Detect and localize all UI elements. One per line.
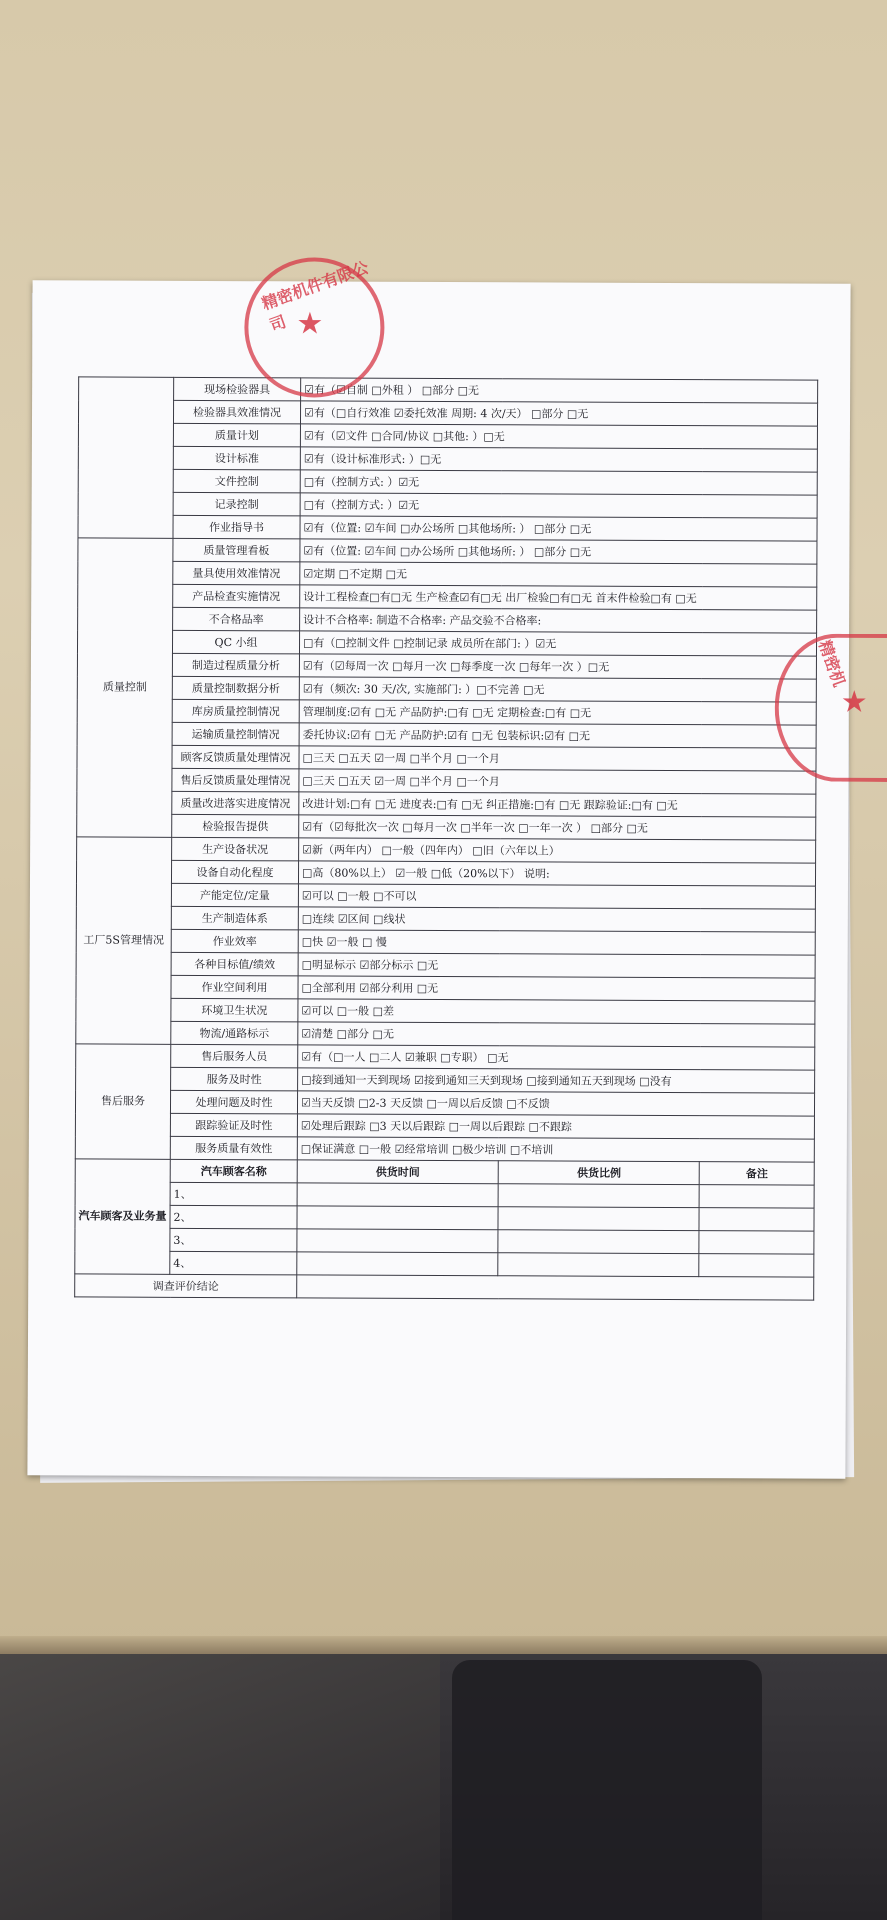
customer-column-header: 供货时间 <box>297 1160 498 1184</box>
form-row <box>78 446 817 472</box>
item-options: 设计工程检查□有□无 生产检查☑有□无 出厂检验□有□无 首末件检验□有 □无 <box>300 585 817 610</box>
item-label: 制造过程质量分析 <box>172 653 299 677</box>
item-options: 委托协议:☑有 □无 产品防护:☑有 □无 包装标识:☑有 □无 <box>299 723 816 748</box>
item-options: □明显标示 ☑部分标示 □无 <box>298 953 815 978</box>
conclusion-row <box>75 1274 814 1300</box>
customer-index: 4、 <box>170 1251 297 1275</box>
item-label: 质量改进落实进度情况 <box>172 791 299 815</box>
form-row <box>75 1090 814 1116</box>
item-label: 生产制造体系 <box>171 906 298 930</box>
item-label: 售后服务人员 <box>171 1044 298 1068</box>
form-row <box>76 1044 815 1070</box>
item-options: ☑可以 □一般 □差 <box>298 999 815 1024</box>
floor-light <box>0 1654 440 1920</box>
item-label: 不合格品率 <box>173 607 300 631</box>
item-label: 设备自动化程度 <box>171 860 298 884</box>
customer-cell <box>498 1253 699 1277</box>
seal-text-edge: 精密机 <box>814 637 850 690</box>
customer-row <box>75 1251 814 1277</box>
item-label: QC 小组 <box>172 630 299 654</box>
item-label: 服务及时性 <box>171 1067 298 1091</box>
item-label: 作业效率 <box>171 929 298 953</box>
company-seal-stamp <box>244 257 385 398</box>
form-row <box>78 400 817 426</box>
item-label: 售后反馈质量处理情况 <box>172 768 299 792</box>
item-label: 各种目标值/绩效 <box>171 952 298 976</box>
form-row <box>76 1067 815 1093</box>
item-options: ☑有（□自行效准 ☑委托效准 周期: 4 次/天） □部分 □无 <box>300 401 817 426</box>
form-row <box>75 1136 814 1162</box>
form-row <box>78 515 817 541</box>
item-label: 服务质量有效性 <box>170 1136 297 1160</box>
section-label <box>78 377 174 538</box>
item-options: ☑新（两年内） □一般（四年内） □旧（六年以上） <box>299 838 816 863</box>
item-options: ☑清楚 □部分 □无 <box>298 1022 815 1047</box>
form-row <box>78 584 817 610</box>
customer-column-header: 汽车顾客名称 <box>170 1159 297 1183</box>
form-row <box>78 538 817 564</box>
item-options: ☑有（☑文件 □合同/协议 □其他: ）□无 <box>300 424 817 449</box>
item-options: ☑有（位置: ☑车间 □办公场所 □其他场所: ） □部分 □无 <box>300 516 817 541</box>
item-options: □三天 □五天 ☑一周 □半个月 □一个月 <box>299 746 816 771</box>
item-label: 文件控制 <box>173 469 300 493</box>
item-label: 处理问题及时性 <box>170 1090 297 1114</box>
customer-index: 3、 <box>170 1228 297 1252</box>
item-options: ☑处理后跟踪 □3 天以后跟踪 □一周以后跟踪 □不跟踪 <box>297 1114 814 1139</box>
form-row <box>76 883 815 909</box>
item-label: 质量管理看板 <box>173 538 300 562</box>
form-row <box>77 630 816 656</box>
item-options: □快 ☑一般 □ 慢 <box>298 930 815 955</box>
form-row <box>77 837 816 863</box>
item-label: 检验器具效准情况 <box>173 400 300 424</box>
section-label: 质量控制 <box>77 538 173 837</box>
form-row <box>78 423 817 449</box>
item-options: □有（控制方式: ）☑无 <box>300 470 817 495</box>
customer-row <box>75 1205 814 1231</box>
item-label: 跟踪验证及时性 <box>170 1113 297 1137</box>
item-label: 现场检验器具 <box>174 377 301 401</box>
item-options: ☑有（☑自制 □外租 ） □部分 □无 <box>301 378 818 403</box>
item-label: 产能定位/定量 <box>171 883 298 907</box>
item-options: □高（80%以上） ☑一般 □低（20%以下） 说明: <box>298 861 815 886</box>
chair-shadow <box>452 1660 762 1920</box>
item-label: 质量计划 <box>173 423 300 447</box>
section-label: 工厂5S管理情况 <box>76 837 172 1044</box>
form-row <box>78 561 817 587</box>
form-row <box>75 1113 814 1139</box>
survey-table <box>74 376 818 1300</box>
item-label: 作业指导书 <box>173 515 300 539</box>
item-options: ☑有（位置: ☑车间 □办公场所 □其他场所: ） □部分 □无 <box>300 539 817 564</box>
seal-text: 精密机件有限公司 <box>259 257 372 336</box>
form-row <box>76 998 815 1024</box>
item-label: 物流/通路标示 <box>171 1021 298 1045</box>
desk-edge <box>0 1636 887 1654</box>
item-label: 作业空间利用 <box>171 975 298 999</box>
customer-cell <box>297 1206 498 1230</box>
form-row <box>78 607 817 633</box>
customer-column-header: 供货比例 <box>498 1161 699 1185</box>
item-options: □保证满意 □一般 ☑经常培训 □极少培训 □不培训 <box>297 1137 814 1162</box>
customer-cell <box>498 1230 699 1254</box>
item-label: 库房质量控制情况 <box>172 699 299 723</box>
customer-cell <box>498 1184 699 1208</box>
conclusion-value <box>297 1275 814 1300</box>
item-options: □连续 ☑区间 □线状 <box>298 907 815 932</box>
form-row <box>76 1021 815 1047</box>
form-row <box>77 791 816 817</box>
form-row <box>76 952 815 978</box>
form-row <box>77 768 816 794</box>
item-options: ☑当天反馈 □2-3 天反馈 □一周以后反馈 □不反馈 <box>297 1091 814 1116</box>
item-label: 产品检查实施情况 <box>173 584 300 608</box>
item-options: ☑定期 □不定期 □无 <box>300 562 817 587</box>
item-options: □三天 □五天 ☑一周 □半个月 □一个月 <box>299 769 816 794</box>
form-row <box>77 814 816 840</box>
form-row <box>77 745 816 771</box>
item-label: 顾客反馈质量处理情况 <box>172 745 299 769</box>
item-options: ☑有（□一人 □二人 ☑兼职 □专职） □无 <box>298 1045 815 1070</box>
section-label: 汽车顾客及业务量 <box>75 1159 171 1274</box>
customer-cell <box>297 1229 498 1253</box>
item-options: □接到通知一天到现场 ☑接到通知三天到现场 □接到通知五天到现场 □没有 <box>298 1068 815 1093</box>
item-label: 记录控制 <box>173 492 300 516</box>
item-label: 生产设备状况 <box>172 837 299 861</box>
customer-cell <box>699 1254 814 1278</box>
form-row <box>76 975 815 1001</box>
form-row <box>76 860 815 886</box>
customer-cell <box>699 1208 814 1231</box>
customer-row <box>75 1228 814 1254</box>
conclusion-label: 调查评价结论 <box>75 1274 297 1298</box>
item-label: 设计标准 <box>173 446 300 470</box>
form-row <box>77 722 816 748</box>
survey-form-sheet <box>27 257 868 1479</box>
item-label: 质量控制数据分析 <box>172 676 299 700</box>
item-label: 运输质量控制情况 <box>172 722 299 746</box>
item-label: 量具使用效准情况 <box>173 561 300 585</box>
form-row <box>77 676 816 702</box>
star-icon: ★ <box>840 684 868 720</box>
section-label: 售后服务 <box>75 1044 171 1159</box>
item-options: □全部利用 ☑部分利用 □无 <box>298 976 815 1001</box>
form-row <box>78 469 817 495</box>
form-row <box>78 492 817 518</box>
item-options: ☑可以 □一般 □不可以 <box>298 884 815 909</box>
customer-row <box>75 1182 814 1208</box>
form-row <box>77 653 816 679</box>
form-row <box>77 699 816 725</box>
item-options: ☑有（设计标准形式: ）□无 <box>300 447 817 472</box>
form-row <box>76 906 815 932</box>
item-options: 改进计划:□有 □无 进度表:□有 □无 纠正措施:□有 □无 跟踪验证:□有 □无 <box>299 792 816 817</box>
customer-cell <box>699 1231 814 1255</box>
item-label: 环境卫生状况 <box>171 998 298 1022</box>
customer-column-header: 备注 <box>700 1162 815 1185</box>
customer-index: 1、 <box>170 1182 297 1206</box>
customer-cell <box>297 1252 498 1276</box>
customer-cell <box>699 1185 814 1208</box>
item-options: ☑有（频次: 30 天/次, 实施部门: ）□不完善 □无 <box>299 677 816 702</box>
item-options: □有（控制方式: ）☑无 <box>300 493 817 518</box>
form-row <box>76 929 815 955</box>
star-icon: ★ <box>296 306 324 342</box>
customer-index: 2、 <box>170 1205 297 1229</box>
item-options: ☑有（☑每周一次 □每月一次 □每季度一次 □每年一次 ）□无 <box>299 654 816 679</box>
customer-header-row <box>75 1159 814 1185</box>
customer-cell <box>297 1183 498 1207</box>
form-row <box>79 377 818 403</box>
item-options: ☑有（☑每批次一次 □每月一次 □半年一次 □一年一次 ） □部分 □无 <box>299 815 816 840</box>
item-options: 管理制度:☑有 □无 产品防护:□有 □无 定期检查:□有 □无 <box>299 700 816 725</box>
item-options: □有（□控制文件 □控制记录 成员所在部门: ）☑无 <box>299 631 816 656</box>
item-options: 设计不合格率: 制造不合格率: 产品交验不合格率: <box>300 608 817 633</box>
item-label: 检验报告提供 <box>172 814 299 838</box>
customer-cell <box>498 1207 699 1231</box>
